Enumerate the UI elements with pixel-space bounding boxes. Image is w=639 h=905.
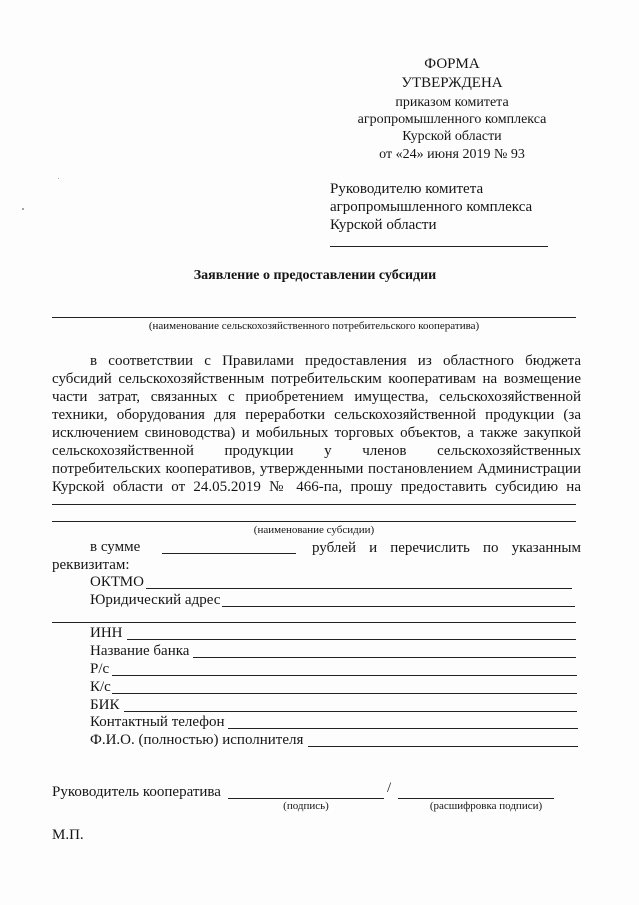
signature-label: Руководитель кооператива [52, 784, 221, 800]
body-line-1: в соответствии с Правилами предоставления из областного бюджета [90, 353, 581, 369]
approval-line1: приказом комитета [395, 95, 509, 110]
bank-name-field-line[interactable] [193, 657, 576, 658]
scan-speck [22, 208, 24, 210]
body-line-7: потребительских кооперативов, утвержденными постановлением Администрации [52, 461, 581, 477]
executor-field-line[interactable] [308, 746, 578, 747]
ks-label: К/с [90, 679, 111, 695]
cooperative-name-caption: (наименование сельскохозяйственного потребительского кооператива) [148, 320, 480, 332]
approval-utverzhdena: УТВЕРЖДЕНА [401, 75, 503, 91]
inn-field-line[interactable] [127, 639, 576, 640]
subsidy-name-line-1[interactable] [52, 504, 576, 505]
document-title: Заявление о предоставлении субсидии [193, 268, 437, 283]
approval-line3: Курской области [402, 129, 502, 144]
body-line-4: техники, оборудования для переработки сельскохозяйственной продукции (за [52, 407, 581, 423]
ks-field-line[interactable] [112, 693, 577, 694]
addressee-line3: Курской области [330, 217, 437, 233]
signature-separator: / [387, 780, 392, 796]
signature-decode-caption: (расшифровка подписи) [429, 800, 543, 812]
stamp-place: М.П. [52, 827, 84, 843]
oktmo-label: ОКТМО [90, 574, 144, 590]
requisites-label: реквизитам: [52, 557, 130, 573]
legal-address-field-line[interactable] [222, 606, 575, 607]
body-line-5: исключением свиноводства) и мобильных торговых объектов, а также закупкой [52, 425, 581, 441]
addressee-signature-line[interactable] [330, 246, 548, 247]
phone-label: Контактный телефон [90, 714, 225, 730]
approval-forma: ФОРМА [424, 56, 480, 72]
addressee-line2: агропромышленного комплекса [330, 199, 533, 215]
approval-line2: агропромышленного комплекса [357, 112, 547, 127]
amount-prefix: в сумме [90, 539, 141, 555]
signature-field-line[interactable] [228, 798, 384, 799]
subsidy-name-line-2[interactable] [52, 521, 576, 522]
body-line-8: Курской области от 24.05.2019 № 466-па, прошу предоставить субсидию на [52, 479, 581, 495]
body-line-2: субсидий сельскохозяйственным потребительским кооперативам на возмещение [52, 371, 581, 387]
amount-field-line[interactable] [162, 553, 296, 554]
phone-field-line[interactable] [228, 728, 578, 729]
scan-speck [58, 178, 59, 179]
bik-field-line[interactable] [124, 711, 577, 712]
oktmo-field-line[interactable] [146, 588, 572, 589]
legal-address-field-line-2[interactable] [52, 622, 576, 623]
legal-address-label: Юридический адрес [90, 592, 221, 608]
signature-caption: (подпись) [283, 800, 329, 812]
executor-label: Ф.И.О. (полностью) исполнителя [90, 732, 304, 748]
bik-label: БИК [90, 697, 120, 713]
rs-field-line[interactable] [112, 675, 577, 676]
signature-decode-field-line[interactable] [398, 798, 554, 799]
cooperative-name-line[interactable] [52, 317, 576, 318]
body-line-6: сельскохозяйственной продукции у членов сельскохозяйственных [52, 443, 581, 459]
amount-suffix: рублей и перечислить по указанным [312, 540, 581, 556]
bank-name-label: Название банка [90, 643, 190, 659]
body-line-3: части затрат, связанных с приобретением имущества, сельскохозяйственной [52, 389, 581, 405]
rs-label: Р/с [90, 661, 110, 677]
addressee-line1: Руководителю комитета [330, 181, 484, 197]
inn-label: ИНН [90, 625, 123, 641]
subsidy-name-caption: (наименование субсидии) [253, 524, 375, 536]
approval-line4: от «24» июня 2019 № 93 [379, 147, 525, 162]
